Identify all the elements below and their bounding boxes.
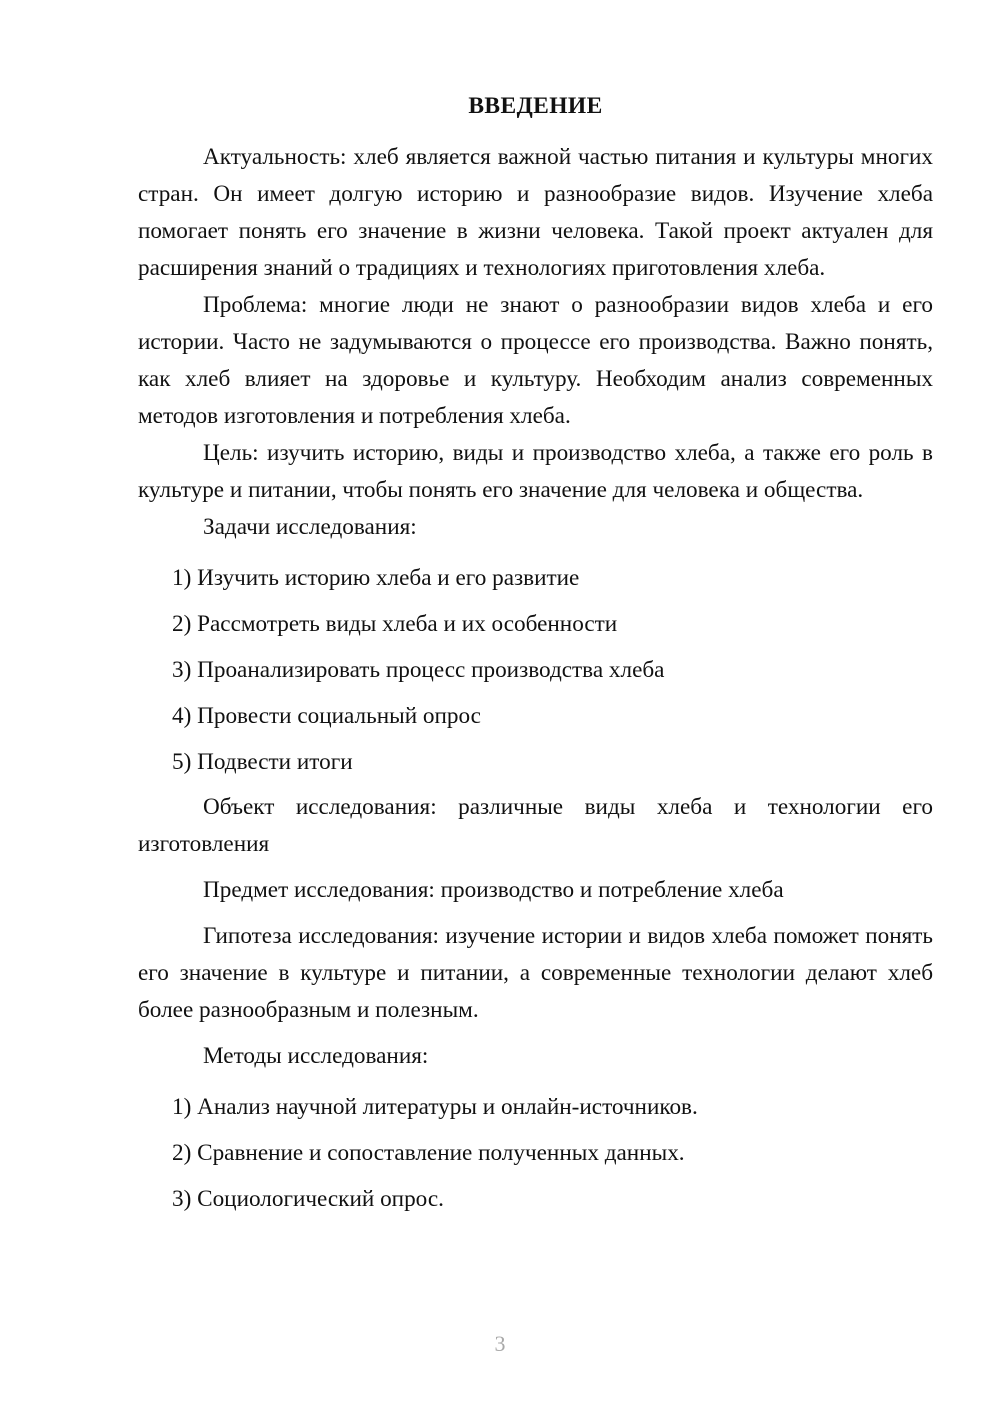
methods-heading: Методы исследования: [203,1043,429,1069]
paragraph-problem: Проблема: многие люди не знают о разнообразии видов хлеба и его истории. Часто не задумываются о процессе его производства. Важно понять, как хлеб влияет на здоровье и культуру. Необходим анализ современных методов изготовления и потребления хлеба. [138,292,933,429]
paragraph-goal: Цель: изучить историю, виды и производство хлеба, а также его роль в культуре и питании, чтобы понять его значение для человека и общества. [138,440,933,503]
methods-list [138,1084,933,1222]
list-item: 3) Проанализировать процесс производства хлеба [172,657,665,683]
list-item: 1) Анализ научной литературы и онлайн-источников. [172,1094,698,1120]
spacer [138,1075,933,1084]
list-item: 2) Сравнение и сопоставление полученных данных. [172,1140,685,1166]
list-item: 4) Провести социальный опрос [172,703,481,729]
document-body [138,88,933,1222]
spacer [138,909,933,918]
list-item: 5) Подвести итоги [172,749,353,775]
list-item: 1) Изучить историю хлеба и его развитие [172,565,580,591]
spacer [138,546,933,555]
paragraph-object: Объект исследования: различные виды хлеба и технологии его изготовления [138,794,933,857]
list-item: 3) Социологический опрос. [172,1186,444,1212]
list-item: 2) Рассмотреть виды хлеба и их особенности [172,611,618,637]
spacer [138,1029,933,1038]
page-number: 3 [494,1331,506,1356]
page-title: ВВЕДЕНИЕ [468,93,603,119]
tasks-list [138,555,933,785]
tasks-heading: Задачи исследования: [203,514,417,540]
paragraph-relevance: Актуальность: хлеб является важной частью питания и культуры многих стран. Он имеет долгую историю и разнообразие видов. Изучение хлеба помогает понять его значение в жизни человека. Такой проект актуален для расширения знаний о традициях и технологиях приготовления хлеба. [138,144,933,281]
paragraph-hypothesis: Гипотеза исследования: изучение истории и видов хлеба поможет понять его значение в культуре и питании, а современные технологии делают хлеб более разнообразным и полезным. [138,923,933,1023]
paragraph-subject: Предмет исследования: производство и потребление хлеба [203,877,784,903]
spacer [138,863,933,872]
